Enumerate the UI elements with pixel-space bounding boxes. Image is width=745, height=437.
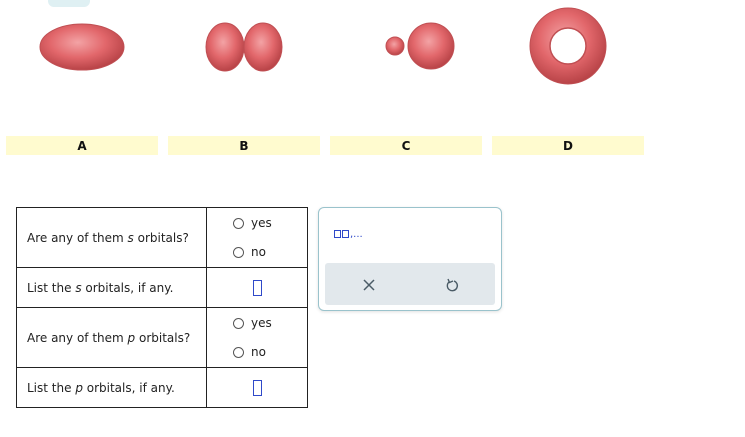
table-row [17, 368, 308, 408]
orbital-a-image [40, 24, 124, 70]
palette-toolbar [325, 263, 495, 305]
orbital-label-b: B [168, 136, 320, 155]
radio-label: yes [251, 216, 272, 230]
answer-s-orbitals [207, 208, 308, 268]
radio-label: no [251, 345, 266, 359]
table-row [17, 268, 308, 308]
question-p-orbitals [17, 308, 207, 368]
radio-button[interactable] [233, 218, 244, 229]
radio-label: yes [251, 316, 272, 330]
radio-label: no [251, 245, 266, 259]
box-icon [334, 230, 341, 238]
orbital-c-image [386, 23, 454, 69]
radio-button[interactable] [233, 247, 244, 258]
orbital-label-d: D [492, 136, 644, 155]
table-row [17, 208, 308, 268]
answer-palette [318, 207, 502, 311]
question-table [16, 207, 308, 408]
x-icon [362, 278, 376, 292]
question-list-p [17, 368, 207, 408]
box-icon [342, 230, 349, 238]
clear-button[interactable] [357, 273, 381, 297]
s-orbitals-input[interactable] [253, 280, 262, 296]
list-template-button[interactable] [334, 229, 363, 240]
radio-button[interactable] [233, 318, 244, 329]
orbital-d-image [530, 8, 606, 84]
undo-icon [445, 277, 459, 293]
answer-list-s [207, 268, 308, 308]
question-text: List the p orbitals, if any. [27, 380, 175, 395]
orbital-label-a: A [6, 136, 158, 155]
question-list-s [17, 268, 207, 308]
answer-p-orbitals [207, 308, 308, 368]
answer-list-p [207, 368, 308, 408]
ellipsis-text: ,... [350, 229, 363, 240]
orbital-label-c: C [330, 136, 482, 155]
p-orbitals-input[interactable] [253, 380, 262, 396]
radio-button[interactable] [233, 347, 244, 358]
question-s-orbitals [17, 208, 207, 268]
radio-option-no[interactable] [207, 238, 307, 267]
radio-option-no[interactable] [207, 338, 307, 367]
question-text: Are any of them p orbitals? [27, 330, 191, 345]
radio-option-yes[interactable] [207, 309, 307, 338]
orbital-b-image [206, 23, 282, 71]
question-text: Are any of them s orbitals? [27, 230, 189, 245]
orbital-images [0, 0, 745, 130]
question-text: List the s orbitals, if any. [27, 280, 174, 295]
radio-option-yes[interactable] [207, 209, 307, 238]
table-row [17, 308, 308, 368]
undo-button[interactable] [440, 273, 464, 297]
